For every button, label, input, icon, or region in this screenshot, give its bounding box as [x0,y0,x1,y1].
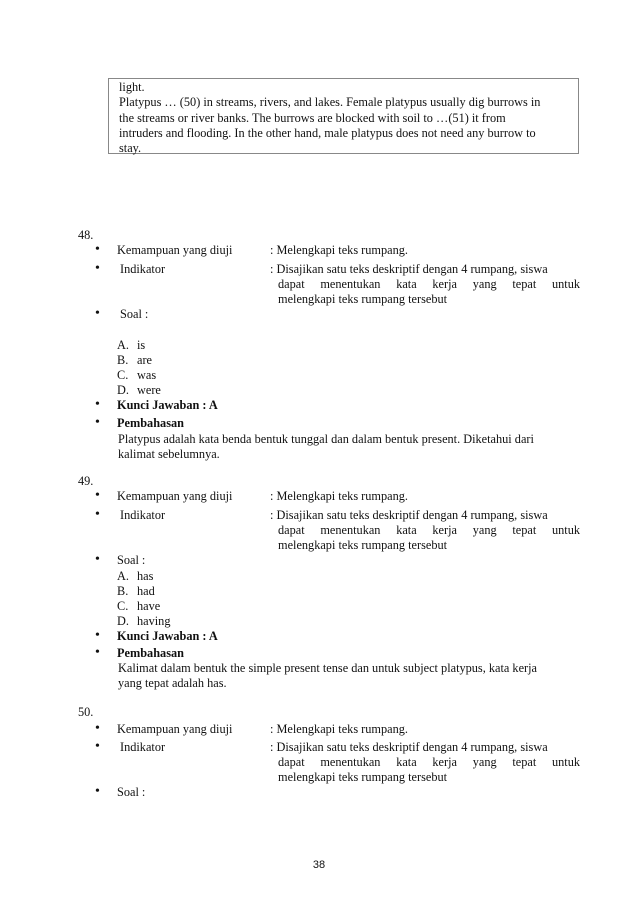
option-d: D. having [117,614,171,628]
bullet-icon: • [95,242,100,257]
bullet-icon: • [95,645,100,660]
indicator-line: melengkapi teks rumpang tersebut [278,770,448,784]
indicator-label: Indikator [120,262,166,276]
bullet-icon: • [95,488,100,503]
discussion-text [118,432,570,462]
bullet-icon: • [95,784,100,799]
soal-label: Soal : [120,307,149,321]
answer-options [117,338,161,398]
bullet-icon: • [95,261,100,276]
indicator-line: : Disajikan satu teks deskriptif dengan 4 rumpang, siswa [270,508,548,522]
passage-line: Platypus … (50) in streams, rivers, and lakes. Female platypus usually dig burrows in [119,95,541,110]
soal-label: Soal : [117,553,146,567]
ability-value: : Melengkapi teks rumpang. [270,243,408,257]
indicator-label: Indikator [120,508,166,522]
soal-label: Soal : [117,785,146,799]
page-number: 38 [312,859,326,871]
bullet-icon: • [95,552,100,567]
reading-passage-box [108,78,579,154]
answer-key: Kunci Jawaban : A [117,629,218,643]
option-c: C. have [117,599,161,613]
option-c: C. was [117,368,157,382]
ability-label: Kemampuan yang diuji [117,243,233,257]
discussion-line: kalimat sebelumnya. [118,447,220,461]
discussion-line: yang tepat adalah has. [118,676,227,690]
indicator-line: dapat menentukan kata kerja yang tepat untuk [278,755,580,769]
answer-key: Kunci Jawaban : A [117,398,218,412]
bullet-icon: • [95,507,100,522]
passage-text [119,79,578,156]
indicator-line: melengkapi teks rumpang tersebut [278,538,448,552]
indicator-line: dapat menentukan kata kerja yang tepat untuk [278,277,580,291]
passage-line: the streams or river banks. The burrows are blocked with soil to …(51) it from [119,110,506,125]
bullet-icon: • [95,628,100,643]
question-number: 48. [78,228,94,242]
indicator-value [270,262,580,307]
indicator-line: melengkapi teks rumpang tersebut [278,292,448,306]
option-a: A. is [117,338,146,352]
bullet-icon: • [95,397,100,412]
ability-value: : Melengkapi teks rumpang. [270,489,408,503]
passage-line: intruders and flooding. In the other hand, male platypus does not need any burrow to [119,125,536,140]
bullet-icon: • [95,415,100,430]
option-b: B. are [117,353,153,367]
discussion-label: Pembahasan [117,646,184,660]
ability-label: Kemampuan yang diuji [117,489,233,503]
passage-line: light. [119,80,145,94]
answer-options [117,569,170,629]
discussion-text [118,661,570,691]
discussion-line: Kalimat dalam bentuk the simple present tense dan untuk subject platypus, kata kerja [118,661,538,675]
discussion-label: Pembahasan [117,416,184,430]
question-number: 50. [78,705,94,719]
indicator-line: : Disajikan satu teks deskriptif dengan 4 rumpang, siswa [270,262,548,276]
indicator-line: dapat menentukan kata kerja yang tepat untuk [278,523,580,537]
discussion-line: Platypus adalah kata benda bentuk tunggal dan dalam bentuk present. Diketahui dari [118,432,534,446]
option-a: A. has [117,569,154,583]
passage-line: stay. [119,141,142,156]
indicator-value [270,740,580,785]
option-d: D. were [117,383,161,397]
question-number: 49. [78,474,94,488]
bullet-icon: • [95,721,100,736]
ability-value: : Melengkapi teks rumpang. [270,722,408,736]
indicator-value [270,508,580,553]
indicator-line: : Disajikan satu teks deskriptif dengan 4 rumpang, siswa [270,740,548,754]
indicator-label: Indikator [120,740,166,754]
ability-label: Kemampuan yang diuji [117,722,233,736]
option-b: B. had [117,584,155,598]
bullet-icon: • [95,739,100,754]
bullet-icon: • [95,306,100,321]
